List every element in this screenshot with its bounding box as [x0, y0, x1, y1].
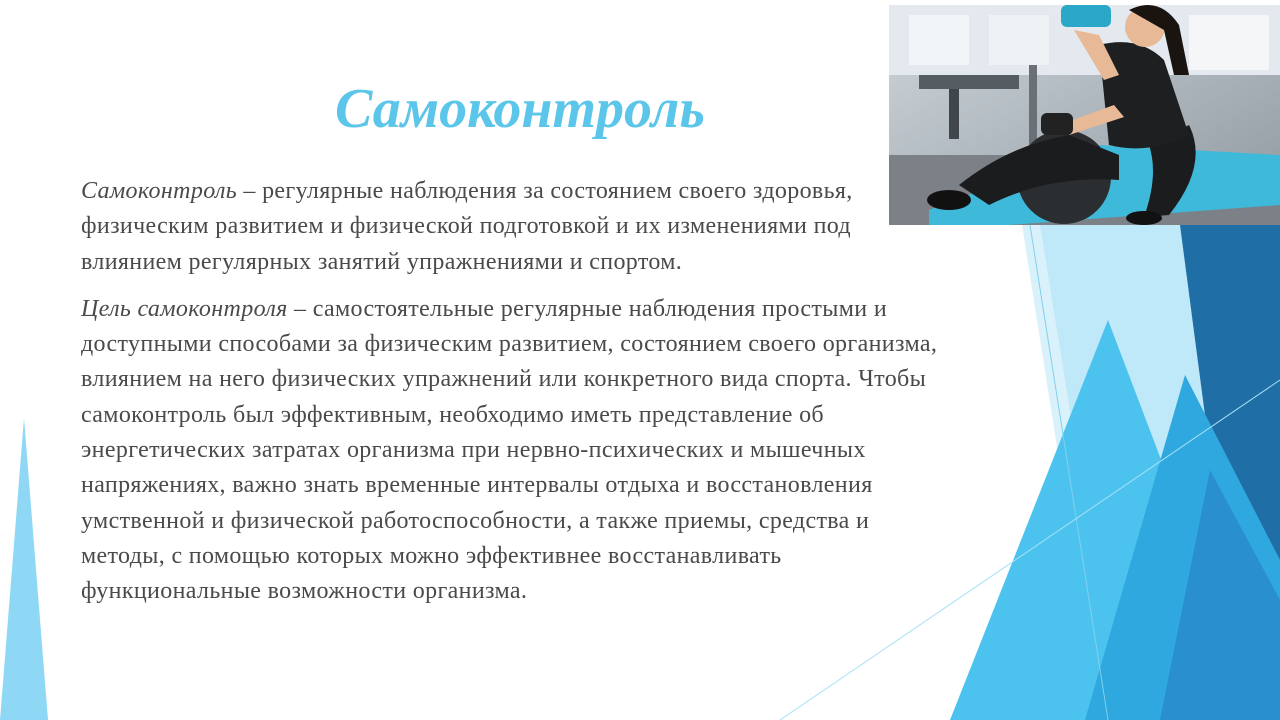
goal-term: Цель самоконтроля — [81, 295, 288, 322]
fitness-woman-photo — [889, 5, 1280, 225]
definition-paragraph — [81, 174, 941, 280]
definition-term: Самоконтроль — [81, 178, 238, 204]
slide-body — [81, 174, 941, 622]
goal-paragraph — [81, 292, 941, 610]
definition-text: – регулярные наблюдения за состоянием своего здоровья, физическим развитием и физической подготовкой и их изменениями под влиянием регулярных занятий упражнениями и спортом. — [81, 178, 853, 275]
left-accent-triangle — [0, 418, 48, 720]
goal-text: – самостоятельные регулярные наблюдения простыми и доступными способами за физическим развитием, состоянием своего организма, влиянием на него физических упражнений или конкретного вида спорта. Чтобы самоконтроль был эффективным, необходимо иметь представление об энергетических затратах организма при нервно-психических и мышечных напряжениях, важно знать временные интервалы отдыха и восстановления умственной и физической работоспособности, а также приемы, средства и методы, с помощью которых можно эффективнее восстанавливать функциональные возможности организма. — [81, 295, 938, 605]
slide-title: Самоконтроль — [335, 78, 705, 140]
